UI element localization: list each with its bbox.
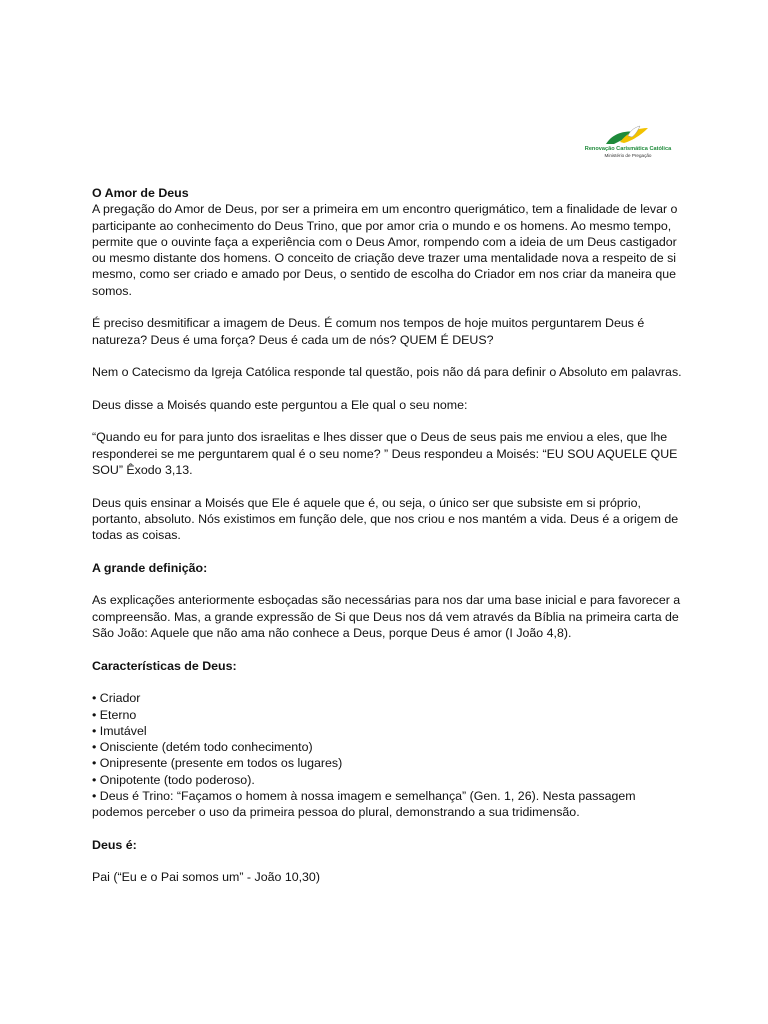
dove-flame-icon [602,124,654,148]
list-item: • Onisciente (detém todo conhecimento) [92,739,682,755]
characteristics-list [92,690,682,820]
paragraph-father: Pai (“Eu e o Pai somos um” - João 10,30) [92,870,320,885]
section-heading-god-is: Deus é: [92,837,137,852]
list-item: • Deus é Trino: “Façamos o homem à nossa imagem e semelhança” (Gen. 1, 26). Nesta passagem podemos perceber o uso da primeira pessoa do plural, demonstrando a sua tridimensão. [92,788,682,821]
document-body [92,185,682,886]
list-item: • Imutável [92,723,682,739]
paragraph-definition: As explicações anteriormente esboçadas são necessárias para nos dar uma base inicial e para favorecer a compreensão. Mas, a grande expressão de Si que Deus nos dá vem através da Bíblia na primeira carta de São João: Aquele que não ama não conhece a Deus, porque Deus é amor (I João 4,8). [92,593,681,641]
logo-title: Renovação Carismática Católica [584,146,672,152]
paragraph-quote-exodus: “Quando eu for para junto dos israelitas e lhes disser que o Deus de seus pais me enviou a eles, que lhe responderei se me perguntarem qual é o seu nome? ” Deus respondeu a Moisés: “EU SOU AQUELE QUE SOU” Êxodo 3,13. [92,430,678,478]
paragraph-catechism: Nem o Catecismo da Igreja Católica responde tal questão, pois não dá para definir o Absoluto em palavras. [92,365,682,380]
list-item: • Criador [92,690,682,706]
logo-subtitle: Ministério de Pregação [604,153,652,158]
list-item: • Onipotente (todo poderoso). [92,772,682,788]
section-heading-characteristics: Características de Deus: [92,658,237,673]
list-item: • Onipresente (presente em todos os lugares) [92,755,682,771]
section-heading-definition: A grande definição: [92,560,208,575]
paragraph-intro: A pregação do Amor de Deus, por ser a primeira em um encontro querigmático, tem a finalidade de levar o participante ao conhecimento do Deus Trino, que por amor cria o mundo e os homens. Ao mesmo tempo, permite que o ouvinte faça a experiência com o Deus Amor, rompendo com a ideia de um Deus castigador ou mesmo distante dos homens. O conceito de criação deve trazer uma mentalidade nova a respeito de si mesmo, como ser criado e amado por Deus, o sentido de escolha do Criador em nos criar da maneira que somos. [92,202,678,298]
rcc-logo [578,124,678,164]
paragraph-moses: Deus disse a Moisés quando este perguntou a Ele qual o seu nome: [92,397,468,412]
paragraph-absolute: Deus quis ensinar a Moisés que Ele é aquele que é, ou seja, o único ser que subsiste em si próprio, portanto, absoluto. Nós existimos em função dele, que nos criou e nos mantém a vida. Deus é a origem de todas as coisas. [92,495,679,543]
list-item: • Eterno [92,707,682,723]
document-title: O Amor de Deus [92,186,189,200]
paragraph-demystify: É preciso desmitificar a imagem de Deus. É comum nos tempos de hoje muitos perguntarem Deus é natureza? Deus é uma força? Deus é cada um de nós? QUEM É DEUS? [92,316,645,347]
